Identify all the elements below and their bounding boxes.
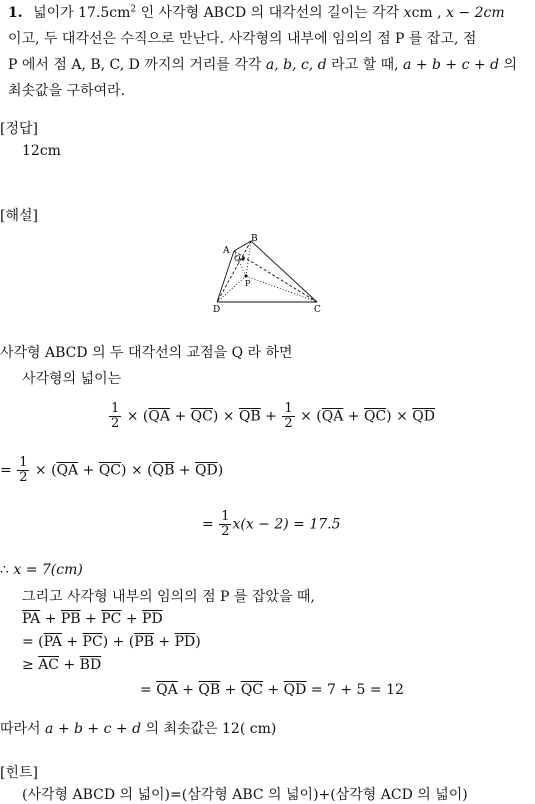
var-x-minus-2: x − 2cm (446, 5, 505, 21)
sum-line-2: = $(\overline{PA} + \overline{PC}) + (\overline{PB} + \overline{PD})$ (22, 634, 201, 650)
problem-text-1a: 넓이가 17.5cm (33, 5, 131, 21)
problem-number: 1. (8, 5, 23, 21)
explanation-line-1: 사각형 ABCD 의 두 대각선의 교점을 Q 라 하면 (0, 345, 293, 361)
fraction-half-4: $\frac{1}{2}$ (221, 509, 230, 539)
conclusion-line: 따라서 a + b + c + d 의 최솟값은 12( cm) (0, 721, 277, 737)
sum-line-1: $\overline{PA} + \overline{PB} + \overline{PC} + \overline{PD}$ (22, 611, 163, 627)
var-abcd: a, b, c, d (265, 57, 327, 73)
hint-text: (사각형 ABCD 의 넓이)=(삼각형 ABC 의 넓이)+(삼각형 ACD 의 넓이) (22, 787, 468, 803)
problem-text-3c: 의 (499, 57, 518, 73)
problem-line-1 (8, 2, 505, 22)
problem-line-2: 이고, 두 대각선은 수직으로 만난다. 사각형의 내부에 임의의 점 P 를 잡고, 점 (8, 31, 477, 47)
answer-value: 12cm (22, 143, 61, 159)
explanation-line-2: 사각형의 넓이는 (22, 371, 122, 387)
label-P: P (245, 279, 251, 288)
label-Q: Q (234, 254, 241, 263)
hint-header: [힌트] (0, 765, 38, 781)
sum-line-3: ≥ $\overline{AC} + \overline{BD}$ (22, 657, 102, 673)
explanation-header: [해설] (0, 208, 38, 224)
var-sum: a + b + c + d (403, 57, 500, 73)
formula-area-sum: $\frac{1}{2}$ × $(\overline{QA} + \overline{QC}) \times \overline{QB}$ + $\frac{1}{2}$ × $(\overline{QA} + \overline{QC}) \times \overline{QD}$ (111, 401, 435, 431)
x-value-line: ∴ x = 7(cm) (0, 562, 83, 578)
label-A: A (223, 246, 230, 256)
fraction-half-2: $\frac{1}{2}$ (284, 401, 293, 431)
fraction-half-3: $\frac{1}{2}$ (19, 455, 28, 485)
problem-line-3 (8, 54, 517, 74)
problem-text-1b: 인 사각형 ABCD 의 대각선의 길이는 각각 (136, 5, 404, 21)
problem-text-1c: cm , (411, 5, 447, 21)
sum-line-4: = $\overline{QA} + \overline{QB} + \overline{QC} + \overline{QD} = 7 + 5 = 12$ (140, 682, 404, 698)
formula-factored: = $\frac{1}{2}$ × $(\overline{QA} + \overline{QC}) \times (\overline{QB} + \overline{QD})$ (0, 455, 224, 485)
answer-header: [정답] (0, 121, 38, 137)
problem-text-3a: P 에서 점 A, B, C, D 까지의 거리를 각각 (8, 57, 266, 73)
fraction-half: $\frac{1}{2}$ (111, 401, 120, 431)
label-C: C (314, 305, 321, 315)
formula-equation: = $\frac{1}{2}$ x(x − 2) = 17.5 (202, 509, 341, 539)
problem-text-3b: 라고 할 때, (326, 57, 404, 73)
quadrilateral-diagram (200, 230, 340, 320)
var-x: x (403, 5, 412, 21)
label-B: B (251, 234, 258, 244)
explanation-line-3: 그리고 사각형 내부의 임의의 점 P 를 잡았을 때, (22, 589, 315, 605)
superscript-2: 2 (130, 4, 137, 15)
label-D: D (213, 305, 221, 315)
problem-line-4: 최솟값을 구하여라. (8, 83, 126, 99)
